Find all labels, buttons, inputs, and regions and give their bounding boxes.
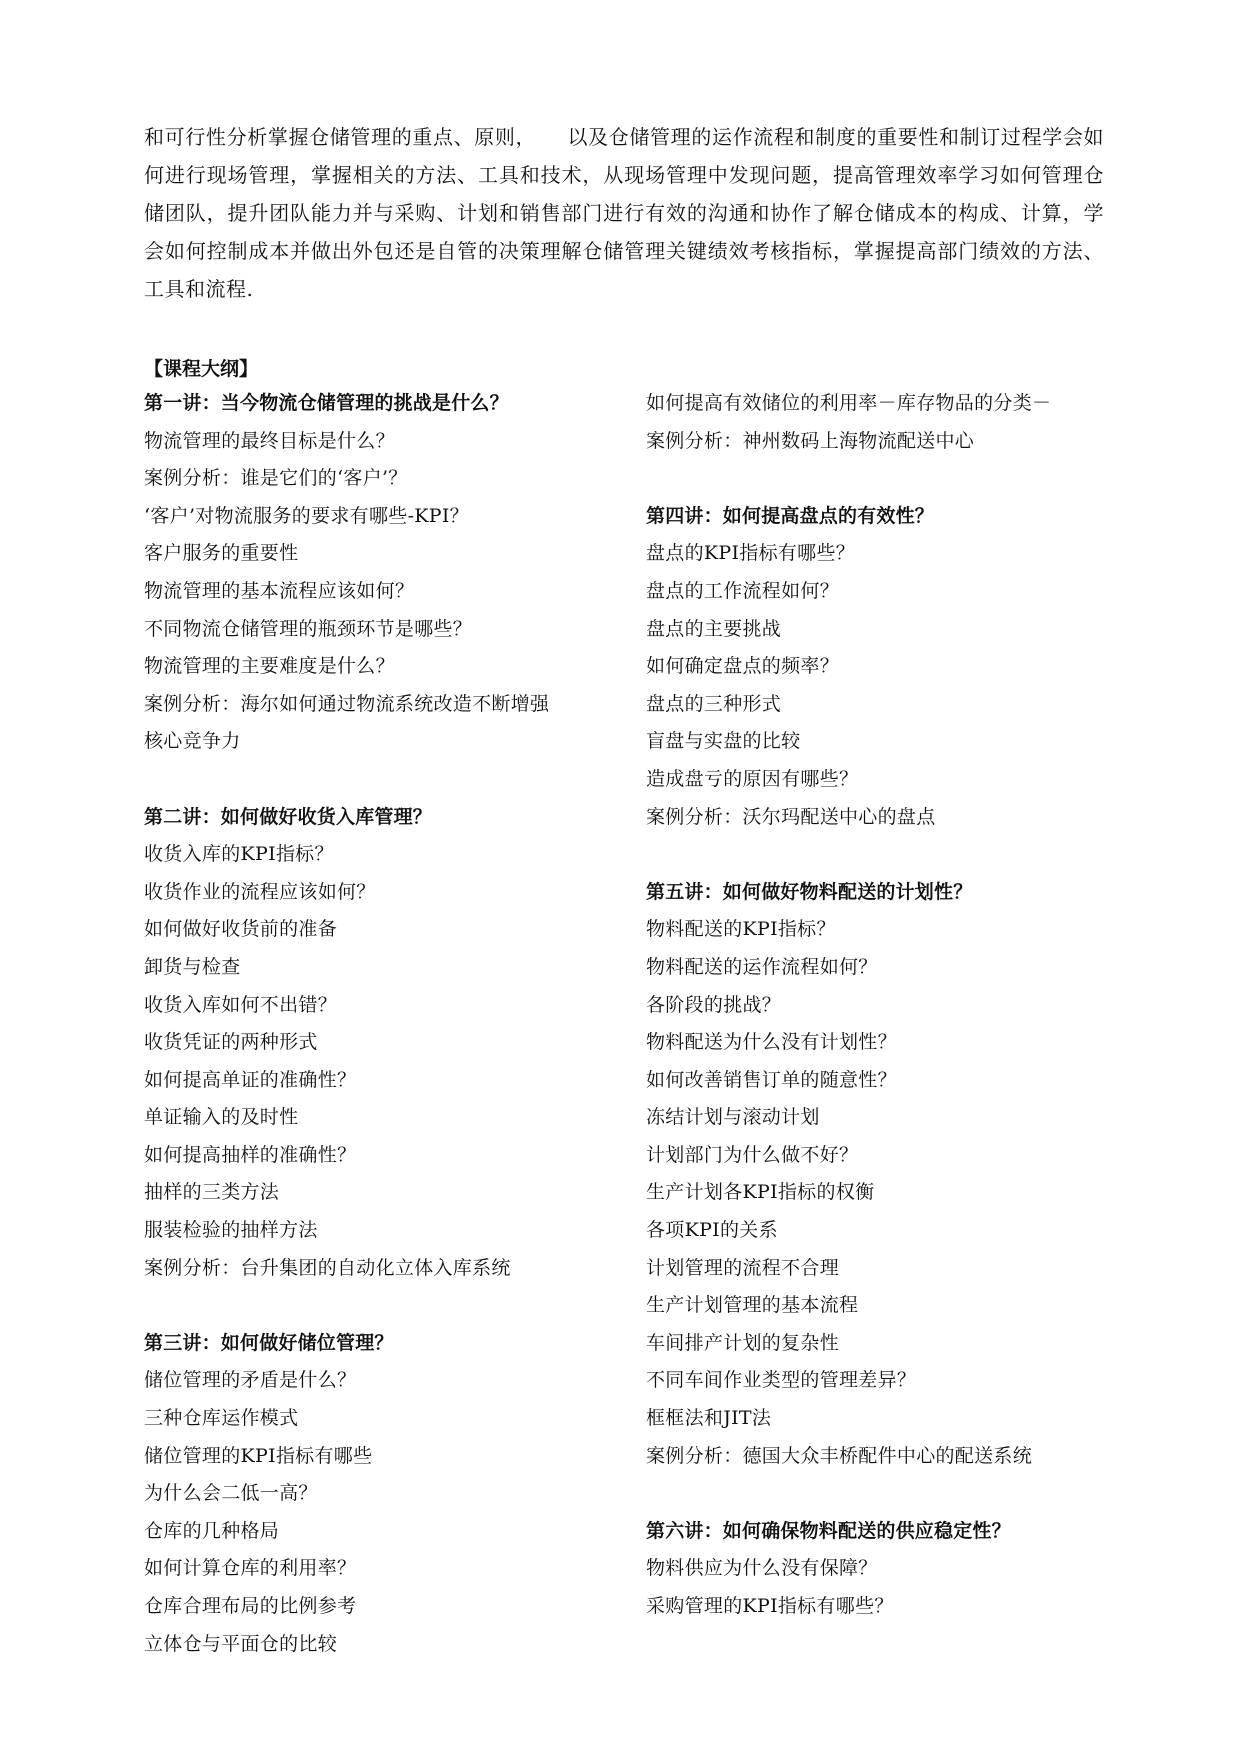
outline-item: 仓库的几种格局 [144,1519,280,1542]
outline-item: 储位管理的KPI指标有哪些 [144,1444,373,1467]
lecture-heading: 第二讲：如何做好收货入库管理？ [144,805,433,828]
outline-item: 单证输入的及时性 [144,1106,299,1129]
outline-left-column [144,385,614,1663]
outline-item: 计划管理的流程不合理 [646,1256,840,1279]
outline-item: 为什么会二低一高？ [144,1482,318,1505]
outline-item: 冻结计划与滚动计划 [646,1106,820,1129]
outline-item: 抽样的三类方法 [144,1181,280,1204]
outline-item: 各项KPI的关系 [646,1219,778,1242]
outline-item: 服装检验的抽样方法 [144,1219,318,1242]
outline-item: 储位管理的矛盾是什么？ [144,1369,357,1392]
blank-line [144,761,614,799]
outline-item: 盘点的工作流程如何？ [646,579,840,602]
outline-item: 盘点的三种形式 [646,692,782,715]
outline-item: 如何提高有效储位的利用率－库存物品的分类－ [646,392,1052,414]
outline-item: 收货凭证的两种形式 [144,1031,318,1054]
blank-line [646,1475,1116,1513]
outline-item: ‘客户’对物流服务的要求有哪些-KPI？ [144,504,469,527]
outline-item: 案例分析：沃尔玛配送中心的盘点 [646,805,936,828]
outline-item: 框框法和JIT法 [646,1407,772,1430]
outline-item: 物料配送为什么没有计划性？ [646,1031,897,1054]
outline-item: 物料配送的KPI指标？ [646,918,836,941]
outline-item: 案例分析：德国大众丰桥配件中心的配送系统 [646,1444,1033,1467]
outline-item: 车间排产计划的复杂性 [646,1331,840,1354]
outline-item: 如何提高抽样的准确性？ [144,1143,357,1166]
outline-item: 物流管理的最终目标是什么？ [144,429,395,452]
outline-item: 收货作业的流程应该如何？ [144,880,376,903]
blank-line [144,1287,614,1325]
outline-item: 如何做好收货前的准备 [144,918,338,941]
outline-item: 造成盘亏的原因有哪些？ [646,767,859,790]
lecture-heading: 第一讲：当今物流仓储管理的挑战是什么？ [144,392,509,414]
lecture-heading: 第六讲：如何确保物料配送的供应稳定性？ [646,1519,1011,1542]
lecture-heading: 第五讲：如何做好物料配送的计划性？ [646,880,973,903]
outline-item: 如何计算仓库的利用率？ [144,1557,357,1580]
outline-item: 案例分析：神州数码上海物流配送中心 [646,429,975,452]
outline-item: 盘点的KPI指标有哪些？ [646,542,856,565]
outline-item: 物料供应为什么没有保障？ [646,1557,878,1580]
outline-item: 案例分析：谁是它们的‘客户’？ [144,467,408,490]
outline-item: 计划部门为什么做不好？ [646,1143,859,1166]
outline-item: 盘点的主要挑战 [646,617,782,640]
outline-item: 案例分析：海尔如何通过物流系统改造不断增强 [144,692,550,715]
outline-item: 生产计划各KPI指标的权衡 [646,1181,875,1204]
outline-item: 如何确定盘点的频率？ [646,655,840,678]
outline-right-column [646,385,1116,1626]
outline-item: 不同物流仓储管理的瓶颈环节是哪些？ [144,617,473,640]
blank-line [646,460,1116,498]
outline-item: 物流管理的主要难度是什么？ [144,655,395,678]
outline-item: 三种仓库运作模式 [144,1407,299,1430]
outline-item: 收货入库如何不出错？ [144,993,338,1016]
outline-item: 物流管理的基本流程应该如何？ [144,579,415,602]
blank-line [646,836,1116,874]
outline-item: 立体仓与平面仓的比较 [144,1632,338,1655]
outline-item: 盲盘与实盘的比较 [646,730,801,753]
outline-item: 生产计划管理的基本流程 [646,1294,859,1317]
intro-paragraph: 和可行性分析掌握仓储管理的重点、原则， 以及仓储管理的运作流程和制度的重要性和制订过程学会如何进行现场管理，掌握相关的方法、工具和技术，从现场管理中发现问题，提高管理效率学习如何管理仓储团队，提升团队能力并与采购、计划和销售部门进行有效的沟通和协作了解仓储成本的构成、计算，学会如何控制成本并做出外包还是自管的决策理解仓储管理关键绩效考核指标，掌握提高部门绩效的方法、工具和流程. [144,125,1104,301]
outline-item: 核心竞争力 [144,730,241,753]
outline-item: 各阶段的挑战？ [646,993,782,1016]
outline-item: 采购管理的KPI指标有哪些？ [646,1595,894,1617]
outline-item: 仓库合理布局的比例参考 [144,1595,357,1617]
outline-item: 物料配送的运作流程如何？ [646,955,878,978]
lecture-heading: 第四讲：如何提高盘点的有效性？ [646,504,935,527]
outline-item: 如何提高单证的准确性？ [144,1068,357,1091]
outline-item: 案例分析：台升集团的自动化立体入库系统 [144,1256,511,1279]
outline-title: 【课程大纲】 [144,358,259,380]
outline-item: 不同车间作业类型的管理差异？ [646,1369,917,1392]
outline-item: 收货入库的KPI指标？ [144,843,334,866]
outline-item: 卸货与检查 [144,955,241,978]
outline-item: 客户服务的重要性 [144,542,299,565]
lecture-heading: 第三讲：如何做好储位管理？ [144,1331,394,1354]
outline-item: 如何改善销售订单的随意性？ [646,1068,897,1091]
